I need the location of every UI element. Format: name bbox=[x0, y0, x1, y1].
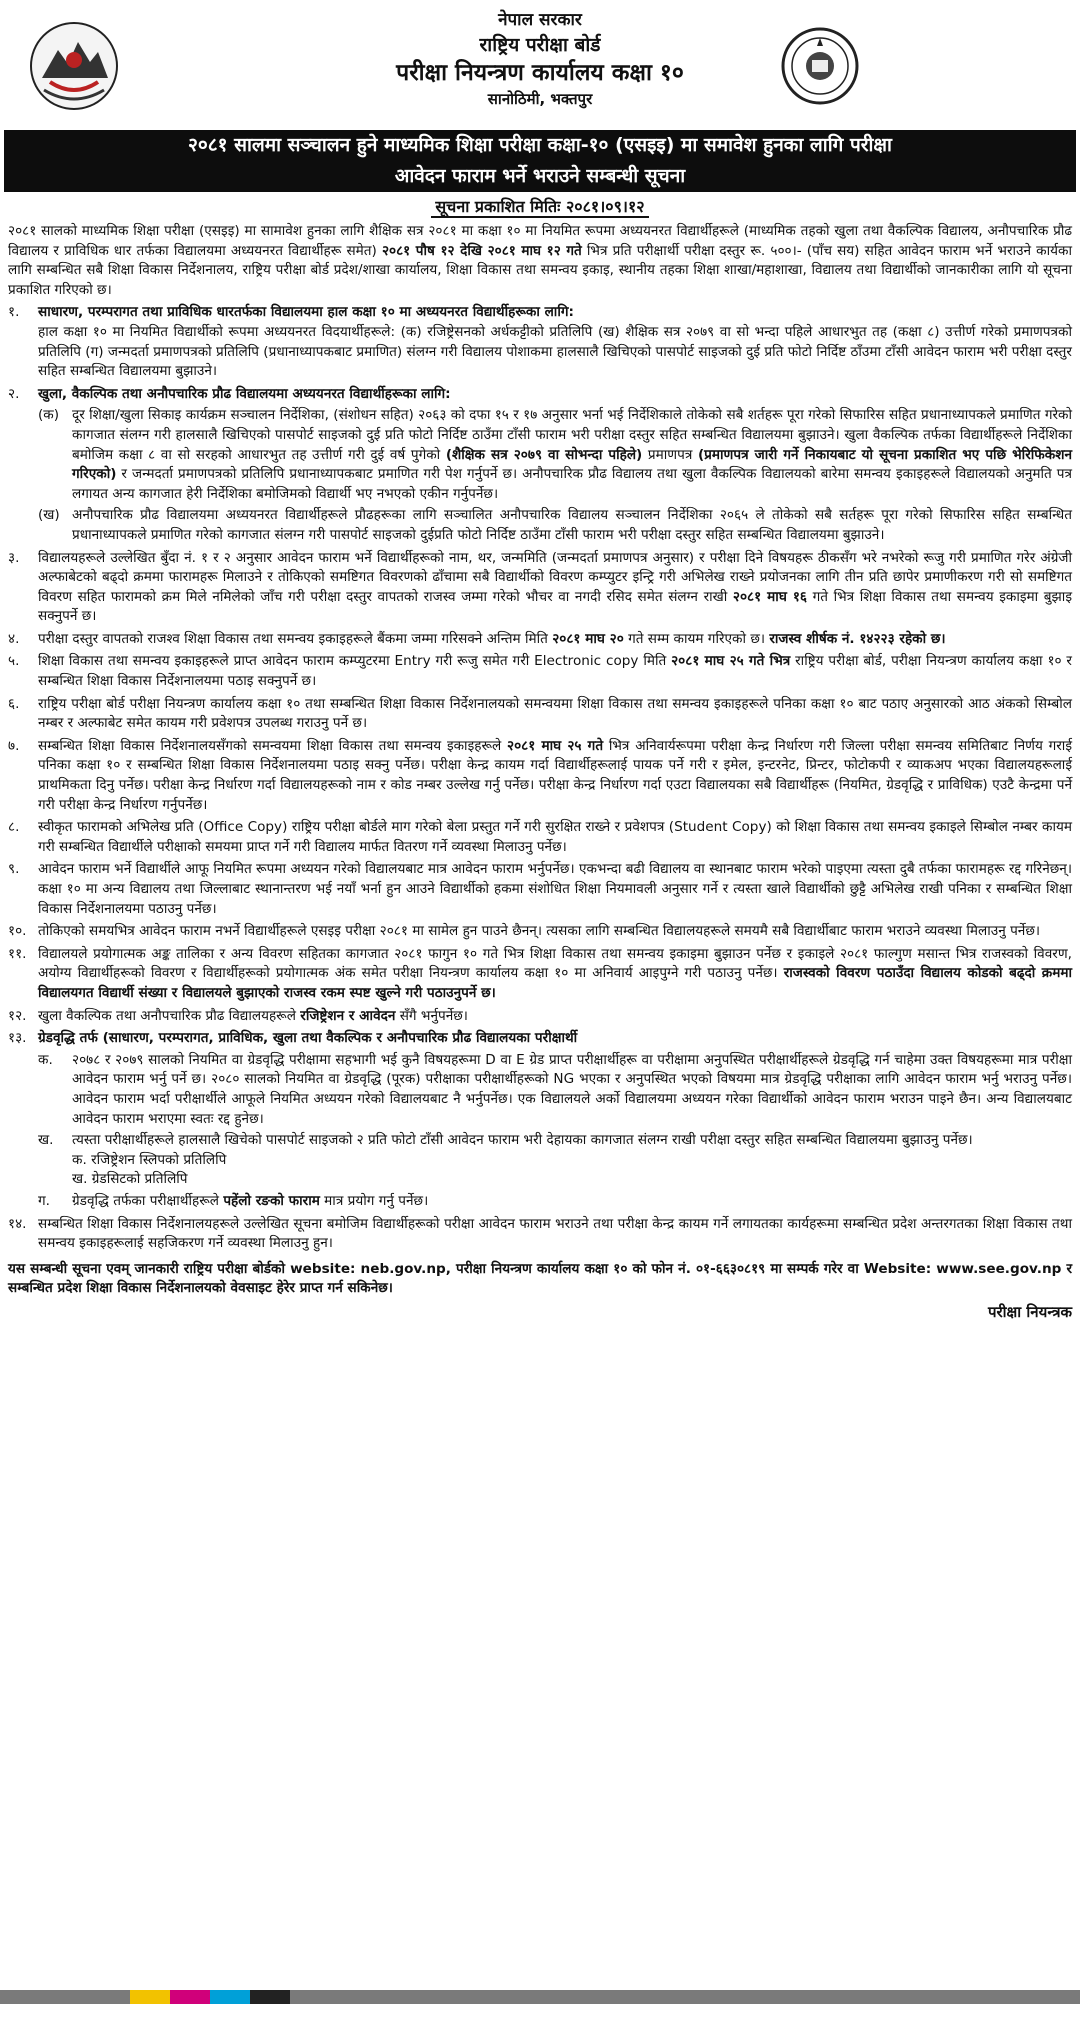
notice-title bbox=[4, 130, 1076, 192]
contact-info: यस सम्बन्धी सूचना एवम् जानकारी राष्ट्रिय परीक्षा बोर्डको website: neb.gov.np, परीक्षा नियन्त्रण कार्यालय कक्षा १० को फोन नं. ०१-६६३०८१९ मा सम्पर्क गरेर वा Website: www.see.gov.np र सम्बन्धित प्रदेश शिक्षा विकास निर्देशनालयको वेवसाइट हेरेर प्राप्त गर्न सकिनेछ। bbox=[8, 1260, 1072, 1297]
color-swatch bbox=[130, 1990, 170, 2004]
title-line-2: आवेदन फाराम भर्ने भराउने सम्बन्धी सूचना bbox=[394, 165, 686, 187]
item-number: ११. bbox=[8, 945, 27, 962]
item-body: गते सम्म कायम गरिएको छ। bbox=[623, 630, 770, 647]
item-bold: रजिष्ट्रेशन र आवेदन bbox=[300, 1007, 396, 1024]
color-swatch bbox=[250, 1990, 290, 2004]
item-body: राष्ट्रिय परीक्षा बोर्ड परीक्षा नियन्त्रण कार्यालय कक्षा १० तथा सम्बन्धित शिक्षा विकास निर्देशनालयको समन्वयमा शिक्षा विकास तथा समन्वय इकाइहरूले पनिका कक्षा १० बाट पठाए अनुसारको आठ अंकको सिम्बोल नम्बर र अल्फाबेट समेत कायम गरी प्रवेशपत्र उपलब्ध गराउनु पर्ने छ। bbox=[38, 695, 1072, 732]
document-list-item: क. रजिष्ट्रेशन स्लिपको प्रतिलिपि bbox=[72, 1151, 227, 1168]
item-number: १३. bbox=[8, 1030, 27, 1047]
sub-item-text: २०७८ र २०७९ सालको नियमित वा ग्रेडवृद्धि परीक्षामा सहभागी भई कुनै विषयहरूमा D वा E ग्रेड प्राप्त परीक्षार्थीहरू वा परीक्षामा अनुपस्थित परीक्षार्थीहरूले ग्रेडवृद्धि गर्न चाहेमा उक्त विषयहरूमा मात्र परीक्षा आवेदन फाराम भर्नु पर्ने छ। २०८० सालको नियमित वा ग्रेडवृद्धि (पूरक) परीक्षाका परीक्षार्थीहरूको NG भएका र अनुपस्थित भएको विषयमा मात्र ग्रेडवृद्धि परीक्षाका लागि आवेदन फाराम भर्नु भराउनु पर्नेछ। आवेदन फाराम भर्दा परीक्षार्थीले आफूले नियमित अध्ययन गरेको विद्यालयबाट नै भर्नुपर्नेछ। एक विद्यालयले अर्को विद्यालयमा अध्ययन गरेका विद्यार्थीको आवेदन फाराम भराउन पाइने छैन। अन्य विद्यालयबाट आवेदन फाराम भराएमा स्वतः रद्द हुनेछ। bbox=[72, 1051, 1072, 1127]
item-number: ५. bbox=[8, 653, 20, 670]
item-number: १०. bbox=[8, 923, 27, 940]
office-location: सानोठिमी, भक्तपुर bbox=[487, 90, 593, 108]
office-name: परीक्षा नियन्त्रण कार्यालय कक्षा १० bbox=[396, 60, 684, 86]
published-date-text: सूचना प्रकाशित मितिः २०८१।०९।१२ bbox=[431, 197, 648, 218]
sub-item-text: त्यस्ता परीक्षार्थीहरूले हालसालै खिचेको पासपोर्ट साइजको २ प्रति फोटो टाँसी आवेदन फाराम भरी देहायका कागजात संलग्न राखी परीक्षा दस्तुर सहित सम्बन्धित विद्यालयमा बुझाउनु पर्नेछ। bbox=[72, 1132, 973, 1149]
sub-item-label: ग. bbox=[38, 1192, 50, 1209]
item-body: विद्यालयले प्रयोगात्मक अङ्क तालिका र अन्य विवरण सहितका कागजात २०८१ फागुन १० गते भित्र शिक्षा विकास तथा समन्वय इकाइमा बुझाउन पर्नेछ र इकाइले २०८१ फाल्गुण मसान्त भित्र राजस्वको विवरण, अयोग्य विद्यार्थीहरूको विवरण र विद्यार्थीहरूको प्रयोगात्मक अंक समेत परीक्षा नियन्त्रण कार्यालय कक्षा १० मा अनिवार्य आइपुग्ने गरी पठाउनु पर्नेछ। bbox=[38, 945, 1072, 982]
item-body: शिक्षा विकास तथा समन्वय इकाइहरूले प्राप्त आवेदन फाराम कम्प्युटरमा Entry गरी रूजु समेत गरी Electronic copy मिति bbox=[38, 653, 672, 670]
sub-item-bold: (शैक्षिक सत्र २०७९ वा सोभन्दा पहिले) bbox=[445, 446, 643, 463]
sub-item-bold: पहेंलो रङको फाराम bbox=[223, 1192, 320, 1209]
list-item bbox=[8, 695, 1072, 734]
item-number: ९. bbox=[8, 861, 20, 878]
list-item bbox=[8, 1007, 1072, 1027]
item-bold: २०८१ माघ २५ गते bbox=[507, 737, 604, 754]
document-list-item: ख. ग्रेडसिटको प्रतिलिपि bbox=[72, 1171, 188, 1188]
list-item bbox=[8, 737, 1072, 815]
item-number: ४. bbox=[8, 630, 20, 647]
item-body: विद्यालयहरूले उल्लेखित बुँदा नं. १ र २ अनुसार आवेदन फाराम भर्ने विद्यार्थीहरूको नाम, थर, जन्ममिति (जन्मदर्ता प्रमाणपत्र अनुसार) र परीक्षा दिने विषयहरू ठीकसँग भरे नभरेको रूजु गरी प्रमाणित गरेर अंग्रेजी अल्फाबेटको बढ्दो क्रममा फारामहरू मिलाउने र तोकिएको समष्टिगत विवरणको ढाँचामा सबै विद्यार्थीको विवरण कम्प्युटर इन्ट्रि गरी अभिलेख राख्ने प्रयोजनका लागि तीन प्रति छापेर प्रमाणीकरण गरी सो समष्टिगत विवरण सहित फारामको क्रम मिले नमिलेको जाँच गरी परीक्षा दस्तुर वापतको राजस्व जम्मा गरेको भौचर वा नगदी रसिद समेत संलग्न राखी bbox=[38, 549, 1072, 605]
item-body: सँगै भर्नुपर्नेछ। bbox=[395, 1007, 468, 1024]
item-number: ३. bbox=[8, 549, 20, 566]
list-item bbox=[8, 945, 1072, 1004]
sub-item-bold: (प्रमाणपत्र जारी गर्ने निकायबाट यो सूचना प्रकाशित भए पछि भेरिफिकेशन गरिएको) bbox=[72, 446, 1072, 483]
item-body: गते भित्र शिक्षा विकास तथा समन्वय इकाइमा बुझाइ सक्नुपर्ने छ। bbox=[38, 588, 1073, 625]
item-body: सम्बन्धित शिक्षा विकास निर्देशनालयसँगको समन्वयमा शिक्षा विकास तथा समन्वय इकाइहरूले bbox=[38, 737, 508, 754]
list-item bbox=[8, 922, 1072, 942]
list-item bbox=[8, 385, 1072, 546]
sub-item-text: प्रमाणपत्र bbox=[642, 446, 698, 463]
sub-item-text: ग्रेडवृद्धि तर्फका परीक्षार्थीहरूले bbox=[72, 1192, 224, 1209]
item-heading: साधारण, परम्परागत तथा प्राविधिक धारतर्फका विद्यालयमा हाल कक्षा १० मा अध्ययनरत विद्यार्थीहरूका लागि: bbox=[38, 304, 574, 321]
signatory: परीक्षा नियन्त्रक bbox=[988, 1302, 1072, 1321]
sub-item bbox=[38, 1131, 1072, 1151]
sub-item-label: (ख) bbox=[38, 507, 60, 524]
item-body: सम्बन्धित शिक्षा विकास निर्देशनालयहरूले उल्लेखित सूचना बमोजिम विद्यार्थीहरूको परीक्षा आवेदन फाराम भराउने तथा परीक्षा केन्द्र कायम गर्ने लगायतका कार्यहरूमा सम्बन्धित प्रदेश अन्तरगतका शिक्षा विकास तथा समन्वय इकाइहरूलाई सहजिकरण गर्ने व्यवस्था मिलाउनु हुन। bbox=[38, 1215, 1072, 1252]
item-bold: राजस्व शीर्षक नं. १४२२३ रहेको छ। bbox=[769, 630, 946, 647]
list-item bbox=[8, 630, 1072, 650]
footer-color-bar bbox=[0, 1990, 1080, 2004]
item-body: तोकिएको समयभित्र आवेदन फाराम नभर्ने विद्यार्थीहरूले एसइइ परीक्षा २०८१ मा सामेल हुन पाउने छैनन्। त्यसका लागि सम्बन्धित विद्यालयहरूले समयमै सबै विद्यार्थीबाट फाराम भराउने व्यवस्था मिलाउनु पर्नेछ। bbox=[38, 923, 1041, 940]
item-bold: २०८१ माघ २५ गते भित्र bbox=[671, 653, 791, 670]
item-heading: खुला, वैकल्पिक तथा अनौपचारिक प्रौढ विद्यालयमा अध्ययनरत विद्यार्थीहरूका लागि: bbox=[38, 385, 451, 402]
color-swatch bbox=[170, 1990, 210, 2004]
item-body: स्वीकृत फारामको अभिलेख प्रति (Office Copy) राष्ट्रिय परीक्षा बोर्डले माग गरेको बेला प्रस्तुत गर्ने गरी सुरक्षित राख्ने र प्रवेशपत्र (Student Copy) को शिक्षा विकास तथा समन्वय इकाइले सिम्बोल नम्बर कायम गरी सम्बन्धित विद्यार्थीले परीक्षाको समयमा प्राप्त गर्ने गरी विद्यालय मार्फत वितरण गर्ने व्यवस्था मिलाउनु पर्नेछ। bbox=[38, 819, 1072, 855]
item-heading: ग्रेडवृद्धि तर्फ (साधारण, परम्परागत, प्राविधिक, खुला तथा वैकल्पिक र अनौपचारिक प्रौढ विद्यालयका परीक्षार्थी bbox=[38, 1030, 578, 1047]
list-item bbox=[8, 652, 1072, 691]
item-number: १४. bbox=[8, 1215, 27, 1232]
item-bold: २०८१ माघ २० bbox=[552, 630, 624, 647]
intro-text-2: भित्र प्रति परीक्षार्थी परीक्षा दस्तुर रू. ५००।- (पाँच सय) सहित आवेदन फाराम भर्ने भराउने कार्यका लागि सम्बन्धित सबै शिक्षा विकास निर्देशनालय, राष्ट्रिय परीक्षा बोर्ड प्रदेश/शाखा कार्यालय, शिक्षा विकास तथा समन्वय इकाइ, स्थानीय तहका शिक्षा शाखा/महाशाखा, विद्यालय तथा विद्यार्थीको जानकारीका लागि यो सूचना प्रकाशित गरिएको छ। bbox=[8, 242, 1072, 298]
title-line-1: २०८१ सालमा सञ्चालन हुने माध्यमिक शिक्षा परीक्षा कक्षा-१० (एसइइ) मा समावेश हुनका लागि परीक्षा bbox=[188, 134, 892, 156]
sub-item bbox=[38, 1192, 1072, 1212]
item-body: आवेदन फाराम भर्ने विद्यार्थीले आफू नियमित रूपमा अध्ययन गरेको विद्यालयबाट मात्र आवेदन फाराम भर्नुपर्नेछ। एकभन्दा बढी विद्यालय वा स्थानबाट फाराम भरेको पाइएमा त्यस्ता दुबै तर्फका फारामहरू रद्द गरिनेछन्। कक्षा १० मा अन्य विद्यालय तथा जिल्लाबाट स्थानान्तरण भई नयाँ भर्ना हुन आउने विद्यार्थीको हकमा संशोधित शिक्षा नियमावली अनुसार गर्ने र त्यस्ता खाले विद्यार्थीको छुट्टै अभिलेख राखी पनिका र सम्बन्धित शिक्षा विकास निर्देशनालयमा पठाउनु पर्नेछ। bbox=[38, 861, 1072, 917]
notice-body bbox=[8, 222, 1072, 1322]
item-body: भित्र अनिवार्यरूपमा परीक्षा केन्द्र निर्धारण गरी जिल्ला परीक्षा समन्वय समितिबाट निर्णय गराई पनिका कक्षा १० र सम्बन्धित शिक्षा विकास निर्देशनालयमा पठाइ सक्नु पर्नेछ। परीक्षा केन्द्र कायम गर्दा विद्यार्थीहरूलाई पायक पर्ने गरी र इमेल, इन्टरनेट, प्रिन्टर, फोटोकपी र व्याकअप भएका विद्यालयहरूलाई प्राथमिकता दिनु पर्नेछ। परीक्षा केन्द्र निर्धारण गर्दा विद्यालयहरूको नाम र कोड नम्बर उल्लेख गर्नु पर्नेछ। परीक्षा केन्द्र निर्धारण गर्दा एउटा विद्यालयका सबै विद्यार्थीहरू (नियमित, ग्रेडवृद्धि र प्राविधिक) एउटै केन्द्रमा पर्ने गरी परीक्षा केन्द्र निर्धारण गर्नुपर्नेछ। bbox=[38, 737, 1073, 813]
color-swatch bbox=[290, 1990, 1080, 2004]
sub-item-text: मात्र प्रयोग गर्नु पर्नेछ। bbox=[319, 1192, 429, 1209]
intro-paragraph bbox=[8, 222, 1072, 300]
sub-item-text: दूर शिक्षा/खुला सिकाइ कार्यक्रम सञ्चालन निर्देशिका, (संशोधन सहित) २०६३ को दफा १५ र १७ अनुसार भर्ना भई निर्देशिकाले तोकेको सबै शर्तहरू पूरा गरेको सिफारिस सहित प्रधानाध्यापकले प्रमाणित गरेको कागजात संलग्न गरी हालसालै खिचिएको पासपोर्ट साइजको दुई प्रति फोटो निर्दिष्ट ठाउँमा टाँसी फाराम भरी परीक्षा दस्तुर सहित सम्बन्धित विद्यालयमा बुझाउने। खुला वैकल्पिक तर्फका विद्यार्थीहरूले निर्देशिका बमोजिम कक्षा ८ वा सो सरहको आधारभुत तह उत्तीर्ण गरी दुई वर्ष पुगेको bbox=[72, 407, 1072, 463]
item-number: ८. bbox=[8, 819, 20, 836]
government-name: नेपाल सरकार bbox=[498, 10, 582, 30]
list-item bbox=[8, 549, 1072, 627]
published-date bbox=[0, 196, 1080, 218]
list-item bbox=[8, 303, 1072, 381]
intro-date-range: २०८१ पौष १२ देखि २०८१ माघ १२ गते bbox=[381, 242, 582, 259]
sub-item bbox=[38, 1051, 1072, 1129]
sub-item-text: अनौपचारिक प्रौढ विद्यालयमा अध्ययनरत विद्यार्थीहरूले प्रौढहरूका लागि सञ्चालित अनौपचारिक विद्यालय सञ्चालन निर्देशिका २०६५ ले तोकेको सबै सर्तहरू पूरा गरेको सिफारिस सहित सम्बन्धित प्रधानाध्यापकले प्रमाणित गरेको कागजात संलग्न गरी पासपोर्ट साइजको दुईप्रति फोटो निर्दिष्ट ठाउँमा टाँसी फाराम भरी परीक्षा दस्तुर सहित सम्बन्धित विद्यालयमा बुझाउने। bbox=[72, 507, 1072, 543]
sub-item bbox=[38, 406, 1072, 504]
item-number: ७. bbox=[8, 737, 20, 754]
intro-text: २०८१ सालको माध्यमिक शिक्षा परीक्षा (एसइइ) मा सामावेश हुनका लागि शैक्षिक सत्र २०८१ मा कक्षा १० मा नियमित रूपमा अध्ययनरत विद्यार्थीहरूले (माध्यमिक तहको खुला तथा वैकल्पिक विद्यालय, अनौपचारिक प्रौढ विद्यालय र प्राविधिक धार तर्फका विद्यालयमा अध्ययनरत विद्यार्थीहरू समेत) bbox=[8, 223, 1072, 259]
sub-item-label: ख. bbox=[38, 1132, 54, 1149]
item-number: १. bbox=[8, 304, 20, 321]
color-swatch bbox=[0, 1990, 130, 2004]
item-number: ६. bbox=[8, 695, 20, 712]
item-body: खुला वैकल्पिक तथा अनौपचारिक प्रौढ विद्यालयहरूले bbox=[38, 1007, 301, 1024]
sub-item-label: क. bbox=[38, 1051, 53, 1068]
item-body: हाल कक्षा १० मा नियमित विद्यार्थीको रूपमा अध्ययनरत विदयार्थीहरूले: (क) रजिष्ट्रेसनको अर्धकट्टीको प्रतिलिपि (ख) शैक्षिक सत्र २०७९ वा सो भन्दा पहिले आधारभुत तह (कक्षा ८) उत्तीर्ण गरेको प्रमाणपत्रको प्रतिलिपि (ग) जन्मदर्ता प्रमाणपत्रको प्रतिलिपि (प्रधानाध्यापकबाट प्रमाणित) संलग्न गरी विद्यालय पोशाकमा हालसालै खिचिएको पासपोर्ट साइजको दुई प्रति फोटो निर्दिष्ट ठाँउमा टाँसी आवेदन फाराम भरी परीक्षा दस्तुर सहित सम्बन्धित विद्यालयमा बुझाउने। bbox=[38, 323, 1072, 380]
item-number: १२. bbox=[8, 1007, 27, 1024]
item-bold: २०८१ माघ १६ bbox=[732, 588, 808, 605]
item-body: परीक्षा दस्तुर वापतको राजश्व शिक्षा विकास तथा समन्वय इकाइहरूले बैंकमा जम्मा गरिसक्ने अन्तिम मिति bbox=[38, 630, 553, 647]
list-item bbox=[8, 818, 1072, 857]
board-name: राष्ट्रिय परीक्षा बोर्ड bbox=[479, 34, 601, 56]
item-bold: राजस्वको विवरण पठाउँदा विद्यालय कोडको बढ्दो क्रममा विद्यालयगत विद्यार्थी संख्या र विद्यालयले बुझाएको राजस्व रकम स्पष्ट खुल्ने गरी पठाउनुपर्ने छ। bbox=[38, 965, 1073, 1001]
list-item bbox=[8, 1215, 1072, 1254]
item-number: २. bbox=[8, 385, 20, 402]
sub-item-label: (क) bbox=[38, 407, 60, 424]
item-body: राष्ट्रिय परीक्षा बोर्ड, परीक्षा नियन्त्रण कार्यालय कक्षा १० र सम्बन्धित शिक्षा विकास निर्देशनालयमा पठाइ सक्नुपर्ने छ। bbox=[38, 653, 1072, 690]
sub-item-text: र जन्मदर्ता प्रमाणपत्रको प्रतिलिपि प्रधानाध्यापकबाट प्रमाणित गरी पेश गर्नुपर्ने छ। अनौपचारिक प्रौढ विद्यालय तथा खुला वैकल्पिक विद्यालयको बारेमा समन्वय इकाइहरूले विद्यालयको अनुमति पत्र लगायत अन्य कागजात हेरी निर्देशिका बमोजिमको विद्यार्थी भए नभएको एकीन गर्नुपर्नेछ। bbox=[72, 466, 1072, 502]
color-swatch bbox=[210, 1990, 250, 2004]
sub-item bbox=[38, 506, 1072, 545]
list-item bbox=[8, 1029, 1072, 1211]
list-item bbox=[8, 860, 1072, 919]
notice-header bbox=[0, 8, 1080, 128]
